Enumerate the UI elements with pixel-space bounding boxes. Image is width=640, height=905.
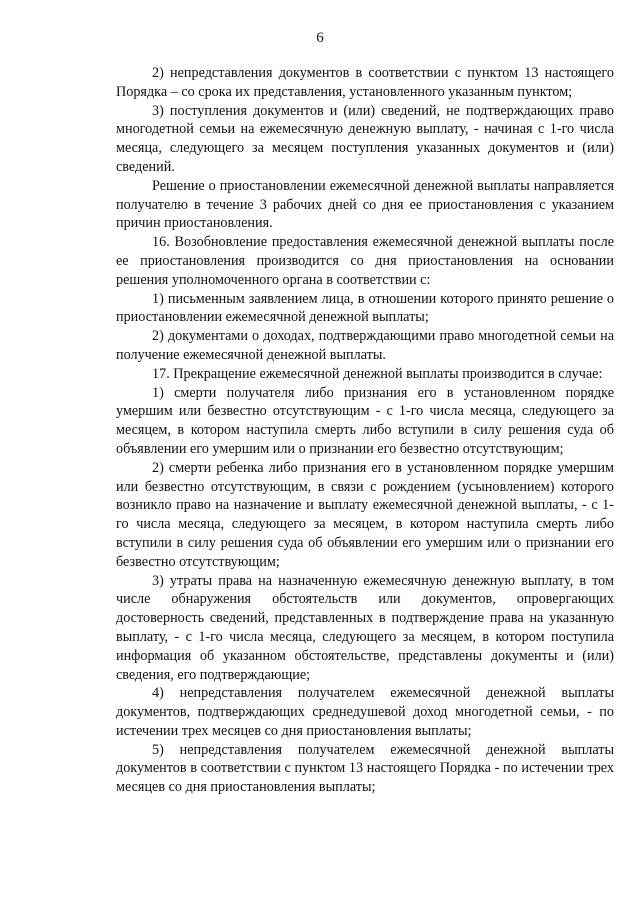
paragraph-17-termination: 17. Прекращение ежемесячной денежной выплаты производится в случае: [152,365,603,382]
paragraph-17-item-2: 2) смерти ребенка либо признания его в установленном порядке умершим или безвестно отсутствующим, в связи с рождением (усыновлением) которого возникло право на назначение и выплату ежемесячной денежной выплаты, - с 1-го числа месяца, следующего за месяцем, в котором наступила смерть либо вступили в силу решения суда об объявлении его умершим или о признании его безвестно отсутствующим; [116,459,614,570]
paragraph-17-item-1: 1) смерти получателя либо признания его в установленном порядке умершим или безвестно отсутствующим - с 1-го числа месяца, следующего за месяцем, в котором наступила смерть либо вступили в силу решения суда об объявлении его умершим или о признании его безвестно отсутствующим; [116,384,614,457]
paragraph-17-item-5: 5) непредставления получателем ежемесячной денежной выплаты документов в соответствии с пунктом 13 настоящего Порядка - по истечении трех месяцев со дня приостановления выплаты; [116,741,614,796]
paragraph-suspension-decision: Решение о приостановлении ежемесячной денежной выплаты направляется получателю в течение 3 рабочих дней со дня ее приостановления с указанием причин приостановления. [116,177,614,232]
paragraph-17-item-4: 4) непредставления получателем ежемесячной денежной выплаты документов, подтверждающих среднедушевой доход многодетной семьи, - по истечении трех месяцев со дня приостановления выплаты; [116,685,614,739]
paragraph-item-2-failure-to-submit: 2) непредставления документов в соответствии с пунктом 13 настоящего Порядка – со срока их представления, установленного указанным пунктом; [116,65,614,100]
paragraph-17-item-3: 3) утраты права на назначенную ежемесячную денежную выплату, в том числе обнаружения обстоятельств или документов, опровергающих достоверность сведений, представленных в подтверждение права на указанную выплату, - с 1-го числа месяца, следующего за месяцем, в котором поступила информация об указанном обстоятельстве, представлены документы и (или) сведения, его подтверждающие; [116,572,614,683]
paragraph-16-item-2: 2) документами о доходах, подтверждающими право многодетной семьи на получение ежемесячной денежной выплаты. [116,328,614,363]
paragraph-16-item-1: 1) письменным заявлением лица, в отношении которого принято решение о приостановлении ежемесячной денежной выплаты; [116,290,614,326]
page-number: 6 [316,30,324,46]
document-body [116,64,614,797]
paragraph-16-resumption: 16. Возобновление предоставления ежемесячной денежной выплаты после ее приостановления производится со дня приостановления на основании решения уполномоченного органа в соответствии с: [116,234,614,288]
paragraph-item-3-receipt-of-documents: 3) поступления документов и (или) сведений, не подтверждающих право многодетной семьи на ежемесячную денежную выплату, - начиная с 1-го числа месяца, следующего за месяцем поступления указанных документов и (или) сведений. [116,102,614,175]
